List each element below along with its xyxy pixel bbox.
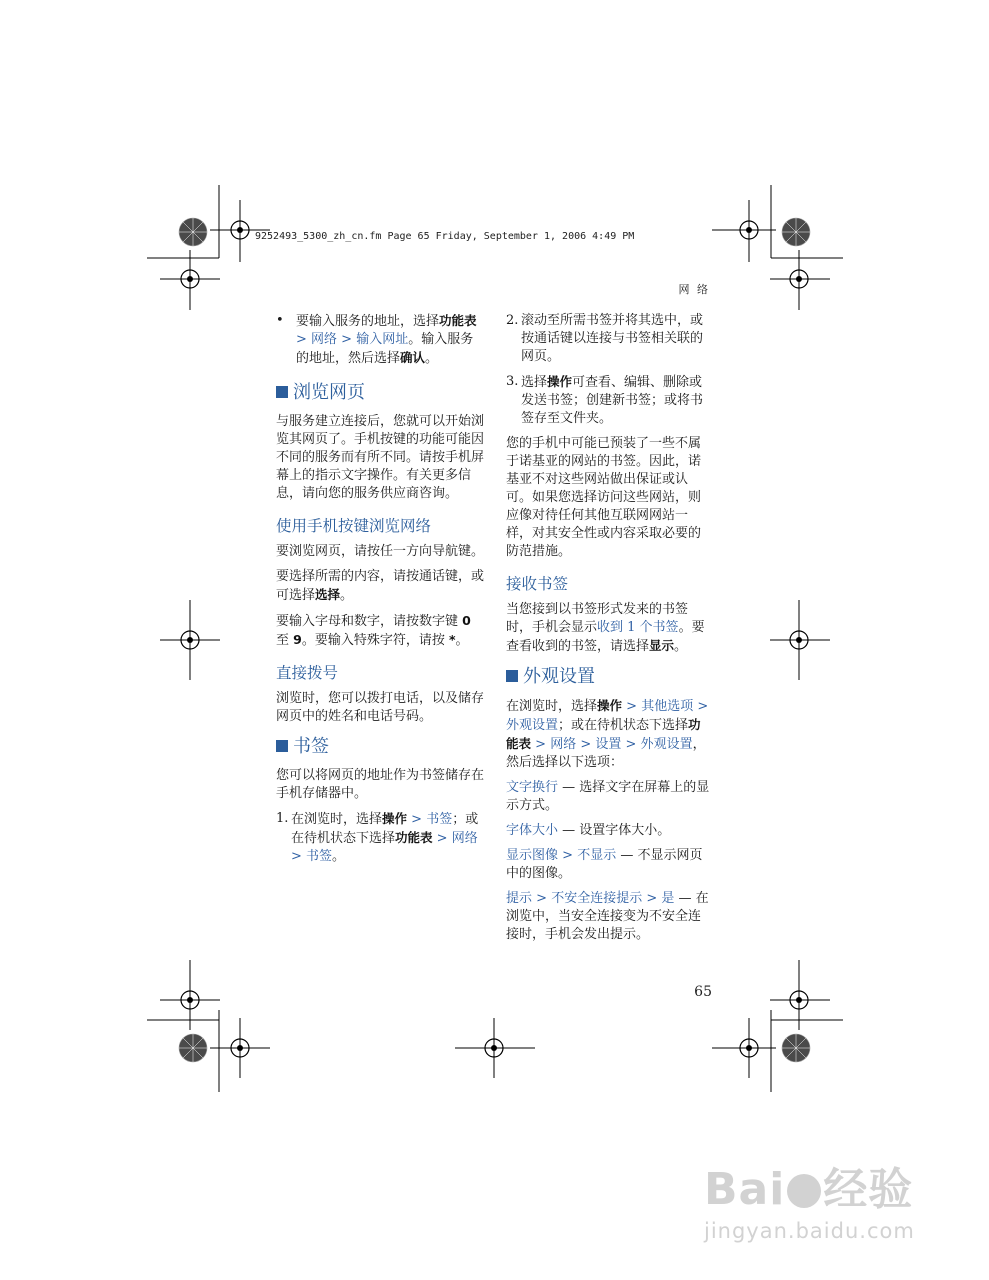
heading-browse-web: 浏览网页 [276, 382, 484, 404]
item-number: 3. [506, 374, 519, 389]
option-show-images: 显示图像 > 不显示 — 不显示网页中的图像。 [506, 848, 703, 881]
watermark-url: jingyan.baidu.com [704, 1219, 915, 1243]
file-info-header: 9252493_5300_zh_cn.fm Page 65 Friday, September 1, 2006 4:49 PM [255, 231, 635, 242]
option-security-alert: 提示 > 不安全连接提示 > 是 — 在浏览中，当安全连接变为不安全连接时，手机会发出提示。 [506, 891, 709, 942]
bullet-item [276, 312, 484, 368]
keys-para-2: 要选择所需的内容，请按通话键，或可选择选择。 [276, 569, 485, 603]
left-column [276, 312, 484, 873]
item-text: 在浏览时，选择操作 > 书签；或在待机状态下选择功能表 > 网络 > 书签。 [291, 811, 479, 864]
paw-icon [787, 1174, 821, 1208]
right-column [506, 312, 713, 951]
bookmarks-body: 您可以将网页的地址作为书签储存在手机存储器中。 [276, 768, 485, 801]
item-text: 选择操作可查看、编辑、删除或发送书签；创建新书签；或将书签存至文件夹。 [521, 374, 704, 426]
appearance-intro: 在浏览时，选择操作 > 其他选项 > 外观设置；或在待机状态下选择功能表 > 网络 > 设置 > 外观设置，然后选择以下选项： [506, 698, 709, 770]
dial-body: 浏览时，您可以拨打电话，以及储存网页中的姓名和电话号码。 [276, 691, 485, 724]
section-square-icon [506, 670, 518, 682]
numbered-item-1 [276, 810, 484, 866]
section-square-icon [276, 386, 288, 398]
numbered-item-3 [506, 373, 713, 428]
page-number: 65 [694, 984, 712, 1000]
heading-browse-with-keys: 使用手机按键浏览网络 [276, 517, 432, 535]
browse-body: 与服务建立连接后，您就可以开始浏览其网页了。手机按键的功能可能因不同的服务而有所不同。请按手机屏幕上的指示文字操作。有关更多信息，请向您的服务供应商咨询。 [276, 414, 485, 501]
baidu-jingyan-watermark [704, 1153, 964, 1263]
item-text: 滚动至所需书签并将其选中，或按通话键以连接与书签相关联的网页。 [521, 313, 704, 364]
bullet-mark: • [276, 313, 284, 328]
keys-para-1: 要浏览网页，请按任一方向导航键。 [276, 544, 485, 559]
heading-bookmarks: 书签 [276, 736, 484, 758]
item-number: 1. [276, 811, 289, 826]
preinstalled-note: 您的手机中可能已预装了一些不属于诺基亚的网站的书签。因此，诺基亚不对这些网站做出保证或认可。如果您选择访问这些网站，则应像对待任何其他互联网网站一样，对其安全性或内容采取必要的防范措施。 [506, 436, 702, 559]
heading-receive-bookmarks: 接收书签 [506, 575, 569, 593]
running-title: 网 络 [678, 283, 710, 296]
option-font-size: 字体大小 — 设置字体大小。 [506, 823, 671, 838]
keys-para-3: 要输入字母和数字，请按数字键 0 至 9。要输入特殊字符，请按 *。 [276, 613, 471, 648]
heading-direct-dial: 直接拨号 [276, 664, 339, 682]
section-square-icon [276, 740, 288, 752]
heading-appearance-settings: 外观设置 [506, 666, 713, 688]
bullet-text: 要输入服务的地址，选择功能表 > 网络 > 输入网址。输入服务的地址，然后选择确认。 [296, 313, 477, 366]
numbered-item-2 [506, 312, 713, 366]
watermark-logo: Bai 经验 [704, 1164, 914, 1215]
option-text-wrap: 文字换行 — 选择文字在屏幕上的显示方式。 [506, 780, 710, 813]
receive-body: 当您接到以书签形式发来的书签时，手机会显示收到 1 个书签。要查看收到的书签，请选择显示。 [506, 602, 705, 654]
item-number: 2. [506, 313, 519, 328]
